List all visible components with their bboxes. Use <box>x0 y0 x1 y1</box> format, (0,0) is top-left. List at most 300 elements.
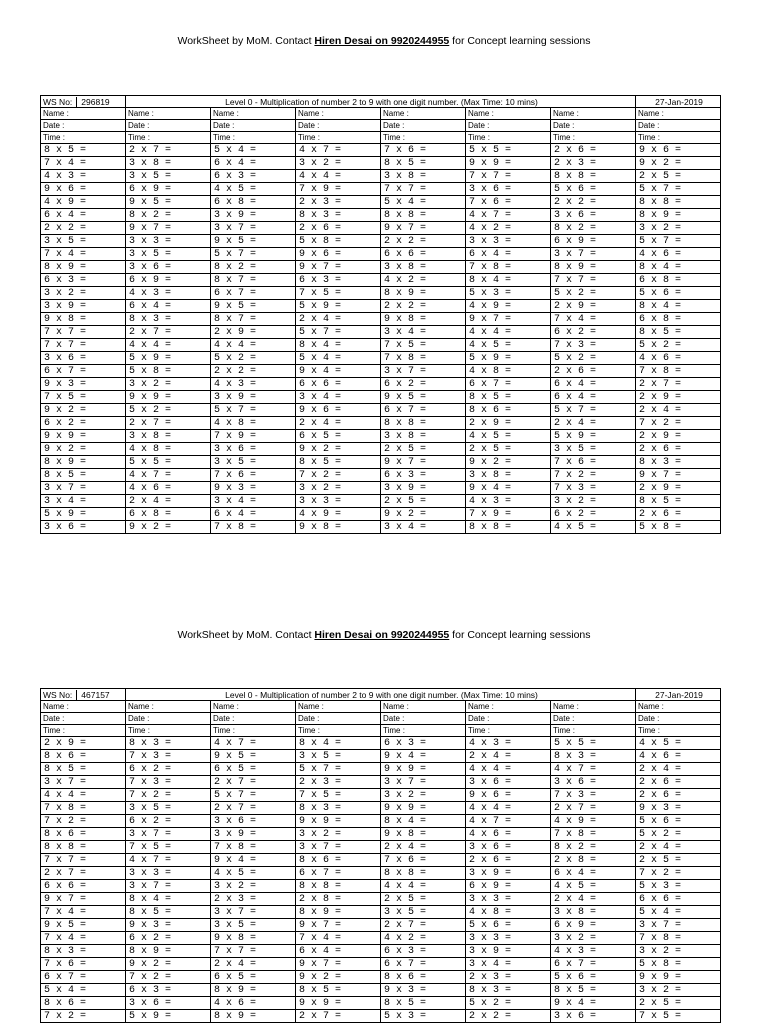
problem-cell: 3 x 8 = <box>126 157 211 170</box>
problem-row <box>41 828 721 841</box>
problem-cell: 2 x 4 = <box>296 313 381 326</box>
problem-cell: 2 x 5 = <box>381 443 466 456</box>
label-cell: Time : <box>636 725 721 737</box>
problem-cell: 2 x 3 = <box>296 196 381 209</box>
problem-row <box>41 417 721 430</box>
problem-cell: 7 x 3 = <box>551 789 636 802</box>
problem-cell: 5 x 2 = <box>551 287 636 300</box>
problem-row <box>41 456 721 469</box>
problem-cell: 5 x 3 = <box>636 880 721 893</box>
problem-cell: 2 x 3 = <box>551 157 636 170</box>
label-cell: Name : <box>551 108 636 120</box>
problem-row <box>41 802 721 815</box>
problem-row <box>41 945 721 958</box>
problem-cell: 2 x 4 = <box>636 404 721 417</box>
problem-cell: 2 x 5 = <box>636 170 721 183</box>
problem-cell: 3 x 7 = <box>296 841 381 854</box>
problem-cell: 7 x 4 = <box>296 932 381 945</box>
label-cell: Date : <box>381 120 466 132</box>
problem-cell: 2 x 6 = <box>636 789 721 802</box>
problem-row <box>41 880 721 893</box>
problem-cell: 7 x 8 = <box>551 828 636 841</box>
problem-row <box>41 443 721 456</box>
problem-cell: 7 x 7 = <box>381 183 466 196</box>
problem-row <box>41 157 721 170</box>
problem-cell: 6 x 7 = <box>466 378 551 391</box>
problem-cell: 8 x 5 = <box>636 326 721 339</box>
problem-cell: 4 x 8 = <box>126 443 211 456</box>
label-cell: Date : <box>636 713 721 725</box>
label-row <box>41 120 721 132</box>
problem-cell: 8 x 5 = <box>381 997 466 1010</box>
problem-cell: 7 x 2 = <box>636 417 721 430</box>
problem-cell: 2 x 6 = <box>551 144 636 157</box>
problem-row <box>41 300 721 313</box>
problem-cell: 3 x 3 = <box>126 867 211 880</box>
problem-cell: 6 x 3 = <box>381 469 466 482</box>
problem-cell: 8 x 4 = <box>636 300 721 313</box>
problem-cell: 5 x 9 = <box>41 508 126 521</box>
label-cell: Name : <box>41 108 126 120</box>
problem-cell: 9 x 9 = <box>296 815 381 828</box>
problem-cell: 7 x 3 = <box>551 339 636 352</box>
problem-cell: 2 x 2 = <box>551 196 636 209</box>
problem-cell: 5 x 3 = <box>381 1010 466 1023</box>
problem-cell: 8 x 8 = <box>636 196 721 209</box>
worksheet-info-row <box>41 689 721 701</box>
worksheet-table <box>40 688 721 1023</box>
problem-cell: 5 x 7 = <box>636 235 721 248</box>
label-cell: Date : <box>211 120 296 132</box>
label-cell: Date : <box>41 713 126 725</box>
problem-cell: 7 x 8 = <box>636 932 721 945</box>
problem-row <box>41 235 721 248</box>
problem-cell: 3 x 7 = <box>551 248 636 261</box>
problem-cell: 6 x 4 = <box>296 945 381 958</box>
problem-row <box>41 521 721 534</box>
problem-cell: 5 x 2 = <box>126 404 211 417</box>
problem-cell: 2 x 5 = <box>381 495 466 508</box>
problem-row <box>41 144 721 157</box>
problem-cell: 7 x 4 = <box>41 157 126 170</box>
problem-cell: 2 x 6 = <box>296 222 381 235</box>
problem-cell: 4 x 9 = <box>296 508 381 521</box>
problem-cell: 9 x 7 = <box>466 313 551 326</box>
problem-cell: 9 x 8 = <box>41 313 126 326</box>
problem-cell: 7 x 8 = <box>41 802 126 815</box>
problem-cell: 6 x 4 = <box>211 508 296 521</box>
problem-cell: 7 x 4 = <box>41 932 126 945</box>
problem-cell: 6 x 4 = <box>551 391 636 404</box>
problem-row <box>41 261 721 274</box>
label-cell: Name : <box>126 108 211 120</box>
problem-cell: 5 x 6 = <box>466 919 551 932</box>
problem-cell: 2 x 5 = <box>636 854 721 867</box>
label-cell: Date : <box>126 120 211 132</box>
problem-cell: 4 x 3 = <box>211 378 296 391</box>
problem-cell: 4 x 6 = <box>636 352 721 365</box>
problem-cell: 2 x 7 = <box>211 776 296 789</box>
problem-cell: 7 x 5 = <box>41 391 126 404</box>
problem-cell: 4 x 9 = <box>466 300 551 313</box>
problem-cell: 2 x 4 = <box>551 893 636 906</box>
problem-cell: 3 x 5 = <box>126 170 211 183</box>
problem-cell: 6 x 4 = <box>551 378 636 391</box>
problem-cell: 7 x 5 = <box>296 287 381 300</box>
problem-cell: 9 x 4 = <box>551 997 636 1010</box>
problem-cell: 9 x 5 = <box>211 235 296 248</box>
label-cell: Time : <box>466 725 551 737</box>
problem-cell: 9 x 6 = <box>41 183 126 196</box>
problem-cell: 4 x 5 = <box>466 430 551 443</box>
problem-cell: 2 x 6 = <box>636 508 721 521</box>
problem-cell: 3 x 4 = <box>381 326 466 339</box>
problem-cell: 7 x 2 = <box>126 971 211 984</box>
problem-cell: 8 x 4 = <box>466 274 551 287</box>
problem-cell: 2 x 7 = <box>381 919 466 932</box>
problem-cell: 5 x 4 = <box>381 196 466 209</box>
problem-cell: 3 x 9 = <box>211 391 296 404</box>
problem-cell: 7 x 2 = <box>636 867 721 880</box>
problem-cell: 5 x 2 = <box>636 828 721 841</box>
problem-cell: 6 x 5 = <box>211 971 296 984</box>
problem-row <box>41 789 721 802</box>
problem-cell: 9 x 6 = <box>296 248 381 261</box>
problem-cell: 5 x 8 = <box>636 958 721 971</box>
problem-cell: 4 x 6 = <box>211 997 296 1010</box>
problem-cell: 4 x 3 = <box>466 737 551 750</box>
problem-cell: 2 x 6 = <box>636 776 721 789</box>
problem-cell: 4 x 6 = <box>636 248 721 261</box>
problem-cell: 8 x 5 = <box>41 763 126 776</box>
problem-cell: 2 x 6 = <box>551 365 636 378</box>
problem-cell: 9 x 7 = <box>41 893 126 906</box>
problem-cell: 7 x 8 = <box>466 261 551 274</box>
problem-cell: 4 x 5 = <box>551 880 636 893</box>
problem-cell: 3 x 7 = <box>126 828 211 841</box>
label-cell: Name : <box>126 701 211 713</box>
problem-cell: 7 x 2 = <box>41 1010 126 1023</box>
label-cell: Date : <box>551 713 636 725</box>
problem-cell: 9 x 9 = <box>126 391 211 404</box>
problem-cell: 6 x 3 = <box>381 737 466 750</box>
problem-cell: 4 x 2 = <box>381 274 466 287</box>
problem-cell: 4 x 4 = <box>211 339 296 352</box>
problem-cell: 4 x 4 = <box>381 880 466 893</box>
ws-no-label: WS No: <box>43 690 77 700</box>
problem-cell: 3 x 4 = <box>41 495 126 508</box>
label-row <box>41 725 721 737</box>
problem-cell: 5 x 7 = <box>211 248 296 261</box>
problem-cell: 4 x 7 = <box>126 469 211 482</box>
problem-row <box>41 893 721 906</box>
problem-cell: 4 x 5 = <box>636 737 721 750</box>
problem-row <box>41 248 721 261</box>
problem-cell: 3 x 8 = <box>381 430 466 443</box>
problem-cell: 2 x 3 = <box>466 971 551 984</box>
problem-cell: 8 x 3 = <box>126 737 211 750</box>
problem-cell: 6 x 7 = <box>381 958 466 971</box>
problem-cell: 6 x 6 = <box>381 248 466 261</box>
problem-cell: 5 x 8 = <box>296 235 381 248</box>
problem-cell: 3 x 2 = <box>636 984 721 997</box>
problem-cell: 3 x 9 = <box>211 828 296 841</box>
problem-cell: 3 x 5 = <box>211 456 296 469</box>
problem-cell: 6 x 9 = <box>551 235 636 248</box>
problem-cell: 8 x 5 = <box>41 144 126 157</box>
problem-cell: 3 x 3 = <box>296 495 381 508</box>
problem-cell: 9 x 6 = <box>296 404 381 417</box>
problem-cell: 5 x 6 = <box>551 183 636 196</box>
problem-row <box>41 183 721 196</box>
problem-cell: 6 x 7 = <box>381 404 466 417</box>
problem-cell: 9 x 2 = <box>466 456 551 469</box>
problem-row <box>41 430 721 443</box>
problem-row <box>41 482 721 495</box>
problem-cell: 7 x 7 = <box>211 945 296 958</box>
problem-cell: 2 x 4 = <box>466 750 551 763</box>
worksheet-title: Level 0 - Multiplication of number 2 to 9 with one digit number. (Max Time: 10 mins) <box>126 689 636 701</box>
problem-cell: 4 x 4 = <box>466 802 551 815</box>
problem-cell: 9 x 4 = <box>381 750 466 763</box>
problem-row <box>41 196 721 209</box>
label-cell: Time : <box>211 132 296 144</box>
problem-cell: 2 x 4 = <box>636 763 721 776</box>
problem-cell: 7 x 2 = <box>126 789 211 802</box>
label-cell: Date : <box>211 713 296 725</box>
problem-cell: 7 x 6 = <box>381 144 466 157</box>
problem-cell: 6 x 7 = <box>211 287 296 300</box>
label-row <box>41 108 721 120</box>
problem-cell: 8 x 3 = <box>41 945 126 958</box>
problem-cell: 9 x 5 = <box>211 750 296 763</box>
problem-row <box>41 737 721 750</box>
problem-cell: 2 x 8 = <box>551 854 636 867</box>
problem-cell: 4 x 5 = <box>466 339 551 352</box>
problem-cell: 9 x 2 = <box>41 404 126 417</box>
problem-cell: 4 x 6 = <box>466 828 551 841</box>
header-prefix: WorkSheet by MoM. Contact <box>177 35 315 47</box>
problem-cell: 6 x 3 = <box>211 170 296 183</box>
problem-cell: 5 x 5 = <box>466 144 551 157</box>
problem-cell: 7 x 8 = <box>636 365 721 378</box>
problem-cell: 8 x 6 = <box>41 997 126 1010</box>
problem-cell: 6 x 3 = <box>381 945 466 958</box>
problem-cell: 5 x 7 = <box>636 183 721 196</box>
label-cell: Time : <box>381 725 466 737</box>
problem-cell: 3 x 2 = <box>636 222 721 235</box>
problem-cell: 4 x 3 = <box>126 287 211 300</box>
problem-cell: 7 x 3 = <box>126 750 211 763</box>
problem-cell: 4 x 4 = <box>41 789 126 802</box>
header-suffix: for Concept learning sessions <box>449 629 591 641</box>
label-row <box>41 132 721 144</box>
problem-cell: 6 x 8 = <box>636 313 721 326</box>
problem-cell: 3 x 8 = <box>381 261 466 274</box>
label-cell: Time : <box>41 132 126 144</box>
problem-cell: 5 x 4 = <box>41 984 126 997</box>
problem-cell: 6 x 9 = <box>126 274 211 287</box>
problem-cell: 2 x 5 = <box>381 893 466 906</box>
header-prefix: WorkSheet by MoM. Contact <box>177 629 315 641</box>
problem-cell: 6 x 7 = <box>296 867 381 880</box>
problem-cell: 4 x 6 = <box>636 750 721 763</box>
problem-row <box>41 209 721 222</box>
problem-cell: 8 x 4 = <box>296 339 381 352</box>
problem-cell: 3 x 6 = <box>551 209 636 222</box>
problem-cell: 8 x 9 = <box>211 1010 296 1023</box>
problem-cell: 2 x 7 = <box>41 867 126 880</box>
problem-cell: 9 x 7 = <box>381 222 466 235</box>
problem-cell: 8 x 8 = <box>551 170 636 183</box>
problem-cell: 9 x 5 = <box>126 196 211 209</box>
problem-row <box>41 352 721 365</box>
label-cell: Time : <box>551 132 636 144</box>
problem-cell: 7 x 3 = <box>126 776 211 789</box>
problem-cell: 4 x 2 = <box>466 222 551 235</box>
problem-cell: 6 x 2 = <box>126 815 211 828</box>
problem-cell: 3 x 3 = <box>126 235 211 248</box>
problem-cell: 3 x 7 = <box>41 776 126 789</box>
problem-cell: 5 x 6 = <box>636 815 721 828</box>
problem-cell: 6 x 2 = <box>41 417 126 430</box>
label-cell: Name : <box>636 701 721 713</box>
problem-cell: 9 x 6 = <box>466 789 551 802</box>
problem-cell: 6 x 5 = <box>296 430 381 443</box>
problem-cell: 7 x 3 = <box>551 482 636 495</box>
problem-row <box>41 815 721 828</box>
ws-no-value: 467157 <box>81 689 110 700</box>
label-cell: Name : <box>211 108 296 120</box>
header-contact: Hiren Desai on 9920244955 <box>314 35 450 47</box>
problem-cell: 3 x 8 = <box>551 906 636 919</box>
problem-cell: 2 x 9 = <box>636 391 721 404</box>
problem-cell: 6 x 2 = <box>126 763 211 776</box>
problem-cell: 6 x 2 = <box>126 932 211 945</box>
header-suffix: for Concept learning sessions <box>449 35 591 47</box>
problem-cell: 6 x 9 = <box>126 183 211 196</box>
problem-row <box>41 378 721 391</box>
problem-row <box>41 854 721 867</box>
problem-cell: 7 x 8 = <box>211 841 296 854</box>
problem-cell: 8 x 5 = <box>381 157 466 170</box>
problem-cell: 7 x 5 = <box>126 841 211 854</box>
problem-cell: 8 x 7 = <box>211 313 296 326</box>
problem-cell: 6 x 8 = <box>211 196 296 209</box>
worksheet-info-row <box>41 96 721 108</box>
problem-cell: 8 x 3 = <box>636 456 721 469</box>
problem-cell: 2 x 4 = <box>296 417 381 430</box>
problem-cell: 5 x 7 = <box>296 763 381 776</box>
problem-cell: 4 x 3 = <box>41 170 126 183</box>
label-cell: Date : <box>296 713 381 725</box>
problem-cell: 7 x 6 = <box>381 854 466 867</box>
problem-row <box>41 997 721 1010</box>
problem-cell: 7 x 7 = <box>41 326 126 339</box>
problem-cell: 7 x 9 = <box>211 430 296 443</box>
problem-cell: 2 x 2 = <box>466 1010 551 1023</box>
problem-cell: 4 x 7 = <box>296 144 381 157</box>
problem-cell: 2 x 4 = <box>636 841 721 854</box>
problem-cell: 3 x 9 = <box>381 482 466 495</box>
problem-cell: 8 x 5 = <box>296 456 381 469</box>
problem-cell: 6 x 2 = <box>381 378 466 391</box>
problem-cell: 8 x 3 = <box>126 313 211 326</box>
problem-cell: 4 x 7 = <box>466 209 551 222</box>
problem-cell: 9 x 9 = <box>296 997 381 1010</box>
problem-cell: 2 x 7 = <box>636 378 721 391</box>
problem-cell: 6 x 4 = <box>551 867 636 880</box>
problem-cell: 8 x 9 = <box>551 261 636 274</box>
problem-cell: 2 x 4 = <box>126 495 211 508</box>
problem-cell: 3 x 9 = <box>466 867 551 880</box>
problem-cell: 8 x 8 = <box>296 880 381 893</box>
problem-cell: 3 x 8 = <box>126 430 211 443</box>
label-row <box>41 713 721 725</box>
problem-cell: 8 x 4 = <box>381 815 466 828</box>
problem-cell: 3 x 6 = <box>211 815 296 828</box>
problem-cell: 4 x 5 = <box>211 183 296 196</box>
problem-cell: 8 x 8 = <box>381 209 466 222</box>
problem-cell: 3 x 4 = <box>381 521 466 534</box>
problem-cell: 6 x 3 = <box>41 274 126 287</box>
problem-cell: 2 x 9 = <box>211 326 296 339</box>
problem-cell: 8 x 8 = <box>41 841 126 854</box>
problem-row <box>41 170 721 183</box>
problem-cell: 9 x 4 = <box>296 365 381 378</box>
problem-row <box>41 495 721 508</box>
problem-cell: 8 x 8 = <box>466 521 551 534</box>
problem-cell: 9 x 9 = <box>381 763 466 776</box>
problem-cell: 2 x 2 = <box>381 235 466 248</box>
problem-cell: 3 x 6 = <box>126 997 211 1010</box>
problem-cell: 8 x 5 = <box>296 984 381 997</box>
problem-row <box>41 339 721 352</box>
problem-cell: 7 x 5 = <box>296 789 381 802</box>
label-row <box>41 701 721 713</box>
problem-cell: 5 x 2 = <box>636 339 721 352</box>
problem-cell: 3 x 6 = <box>466 841 551 854</box>
problem-row <box>41 984 721 997</box>
problem-cell: 9 x 2 = <box>381 508 466 521</box>
problem-row <box>41 971 721 984</box>
problem-row <box>41 287 721 300</box>
problem-cell: 4 x 8 = <box>466 906 551 919</box>
problem-cell: 4 x 3 = <box>551 945 636 958</box>
problem-cell: 3 x 3 = <box>466 932 551 945</box>
problem-cell: 6 x 8 = <box>126 508 211 521</box>
problem-cell: 2 x 5 = <box>636 997 721 1010</box>
problem-cell: 3 x 6 = <box>551 776 636 789</box>
problem-cell: 3 x 5 = <box>41 235 126 248</box>
problem-cell: 6 x 2 = <box>551 508 636 521</box>
problem-row <box>41 365 721 378</box>
problem-cell: 4 x 4 = <box>126 339 211 352</box>
header-contact: Hiren Desai on 9920244955 <box>314 629 450 641</box>
problem-cell: 8 x 3 = <box>551 750 636 763</box>
problem-cell: 8 x 3 = <box>296 802 381 815</box>
problem-cell: 7 x 2 = <box>41 815 126 828</box>
problem-cell: 2 x 9 = <box>466 417 551 430</box>
problem-cell: 8 x 2 = <box>211 261 296 274</box>
problem-cell: 2 x 2 = <box>41 222 126 235</box>
problem-row <box>41 763 721 776</box>
problem-cell: 4 x 9 = <box>551 815 636 828</box>
problem-cell: 6 x 7 = <box>551 958 636 971</box>
problem-cell: 3 x 2 = <box>381 789 466 802</box>
label-cell: Date : <box>466 120 551 132</box>
problem-cell: 8 x 9 = <box>126 945 211 958</box>
